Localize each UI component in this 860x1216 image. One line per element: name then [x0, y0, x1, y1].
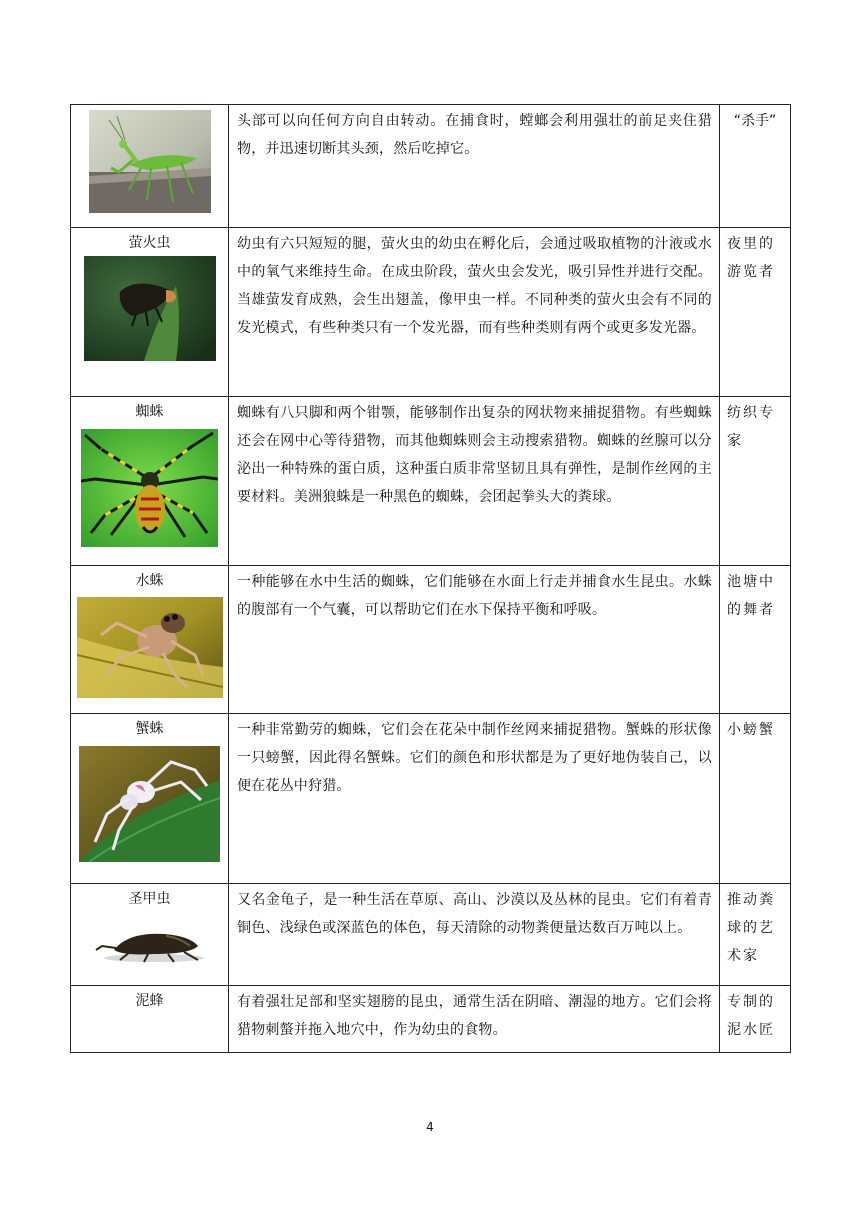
spider-photo: [81, 429, 218, 547]
insect-nickname-cell: [720, 884, 791, 986]
page-number: 4: [426, 1120, 434, 1134]
firefly-photo: [84, 256, 216, 361]
insect-description-cell: [229, 228, 720, 397]
insect-nickname-cell: [720, 566, 791, 714]
insect-description: 蜘蛛有八只脚和两个钳颚，能够制作出复杂的网状物来捕捉猎物。有些蜘蛛还会在网中心等待猎物，而其他蜘蛛则会主动搜索猎物。蜘蛛的丝腺可以分泌出一种特殊的蛋白质，这种蛋白质非常坚韧且具有弹性，是制作丝网的主要材料。美洲狼蛛是一种黑色的蜘蛛，会团起拳头大的粪球。: [237, 405, 712, 505]
water-spider-photo: [77, 597, 223, 698]
insect-nickname: 推动粪球的艺术家: [727, 892, 775, 964]
insect-name-cell: [71, 714, 229, 884]
insect-description: 一种能够在水中生活的蜘蛛，它们能够在水面上行走并捕食水生昆虫。水蛛的腹部有一个气囊，可以帮助它们在水下保持平衡和呼吸。: [237, 574, 712, 618]
insect-description: 又名金龟子，是一种生活在草原、高山、沙漠以及丛林的昆虫。它们有着青铜色、浅绿色或深蓝色的体色，每天清除的动物粪便量达数百万吨以上。: [237, 892, 712, 936]
insect-name-cell: [71, 566, 229, 714]
insect-name: 萤火虫: [128, 235, 171, 251]
scarab-beetle-photo: [94, 924, 206, 964]
insect-name-cell: [71, 884, 229, 986]
table-row: [71, 714, 791, 884]
insect-nickname-cell: [720, 714, 791, 884]
insect-description-cell: [229, 566, 720, 714]
insect-name: 水蛛: [135, 573, 164, 589]
insect-table: [70, 104, 791, 1053]
insect-nickname: 夜里的游览者: [727, 236, 775, 280]
crab-spider-photo: [79, 746, 220, 862]
insect-nickname-cell: [720, 228, 791, 397]
table-row: [71, 397, 791, 566]
insect-name: 泥蜂: [135, 993, 164, 1009]
insect-nickname: 纺织专家: [727, 405, 775, 449]
insect-description-cell: [229, 105, 720, 228]
insect-nickname-cell: [720, 397, 791, 566]
insect-description-cell: [229, 397, 720, 566]
table-row: [71, 105, 791, 228]
insect-nickname-cell: [720, 986, 791, 1053]
insect-nickname-cell: [720, 105, 791, 228]
insect-description: 一种非常勤劳的蜘蛛，它们会在花朵中制作丝网来捕捉猎物。蟹蛛的形状像一只螃蟹，因此得名蟹蛛。它们的颜色和形状都是为了更好地伪装自己，以便在花丛中狩猎。: [237, 722, 712, 794]
insect-name-cell: [71, 228, 229, 397]
insect-description-cell: [229, 986, 720, 1053]
table-row: [71, 228, 791, 397]
insect-nickname: “杀手”: [733, 113, 777, 129]
insect-description: 有着强壮足部和坚实翅膀的昆虫，通常生活在阴暗、潮湿的地方。它们会将猎物刺螫并拖入地穴中，作为幼虫的食物。: [237, 994, 712, 1038]
insect-nickname: 池塘中的舞者: [727, 574, 775, 618]
insect-description: 头部可以向任何方向自由转动。在捕食时，螳螂会利用强壮的前足夹住猎物，并迅速切断其头颈，然后吃掉它。: [237, 113, 712, 157]
insect-description-cell: [229, 884, 720, 986]
insect-description: 幼虫有六只短短的腿，萤火虫的幼虫在孵化后，会通过吸取植物的汁液或水中的氧气来维持生命。在成虫阶段，萤火虫会发光，吸引异性并进行交配。当雄萤发育成熟，会生出翅盖，像甲虫一样。不同种类的萤火虫会有不同的发光模式，有些种类只有一个发光器，而有些种类则有两个或更多发光器。: [237, 236, 712, 336]
insect-name-cell: [71, 986, 229, 1053]
insect-name: 蜘蛛: [135, 404, 164, 420]
insect-name-cell: [71, 397, 229, 566]
insect-nickname: 专制的泥水匠: [727, 994, 775, 1038]
praying-mantis-photo: [89, 110, 211, 213]
insect-nickname: 小螃蟹: [727, 722, 775, 738]
insect-name: 圣甲虫: [128, 891, 171, 907]
insect-name: 蟹蛛: [135, 721, 164, 737]
table-row: [71, 566, 791, 714]
table-row: [71, 884, 791, 986]
insect-description-cell: [229, 714, 720, 884]
table-row: [71, 986, 791, 1053]
insect-name-cell: [71, 105, 229, 228]
